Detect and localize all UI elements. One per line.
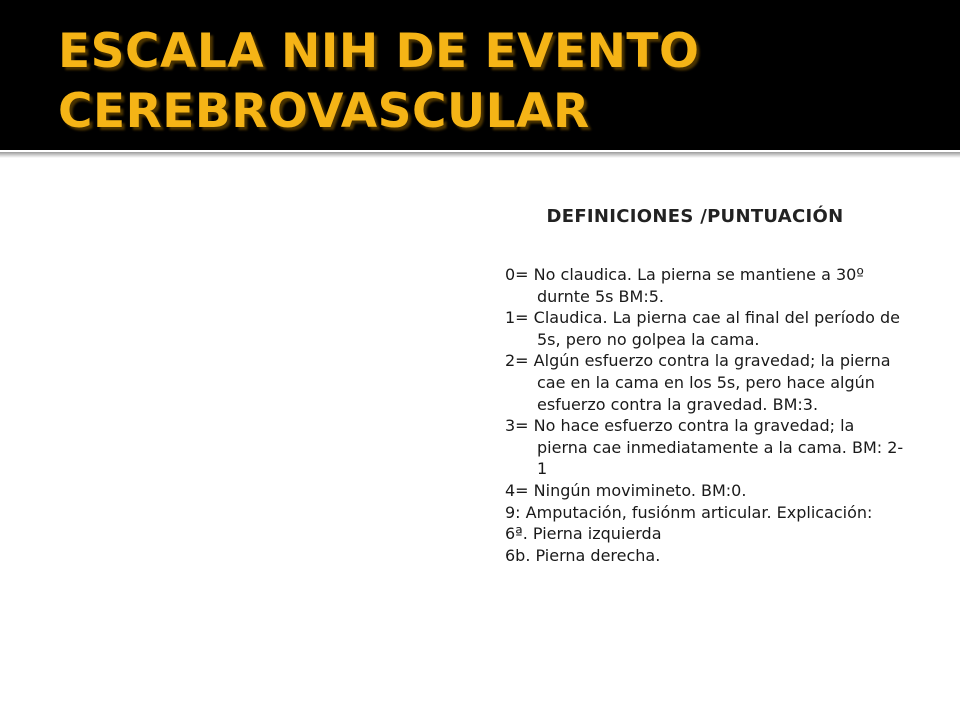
definition-item: 0= No claudica. La pierna se mantiene a 30º durnte 5s BM:5.	[505, 265, 864, 306]
definition-item: 9: Amputación, fusiónm articular. Explicación:	[505, 502, 873, 522]
title-band	[0, 0, 960, 150]
definition-item: 4= Ningún movimineto. BM:0.	[505, 480, 747, 500]
definition-item: 1= Claudica. La pierna cae al final del período de 5s, pero no golpea la cama.	[505, 308, 900, 349]
slide-title: ESCALA NIH DE EVENTO CEREBROVASCULAR	[58, 24, 700, 139]
definition-item: 3= No hace esfuerzo contra la gravedad; la pierna cae inmediatamente a la cama. BM: 2-1	[505, 416, 904, 479]
definition-item: 6b. Pierna derecha.	[505, 545, 661, 565]
title-divider	[0, 152, 960, 158]
definitions-list	[505, 264, 910, 566]
definition-item: 2= Algún esfuerzo contra la gravedad; la pierna cae en la cama en los 5s, pero hace algún esfuerzo contra la gravedad. BM:3.	[505, 351, 891, 414]
section-heading: DEFINICIONES /PUNTUACIÓN	[546, 206, 844, 227]
definition-item: 6ª. Pierna izquierda	[505, 524, 662, 544]
